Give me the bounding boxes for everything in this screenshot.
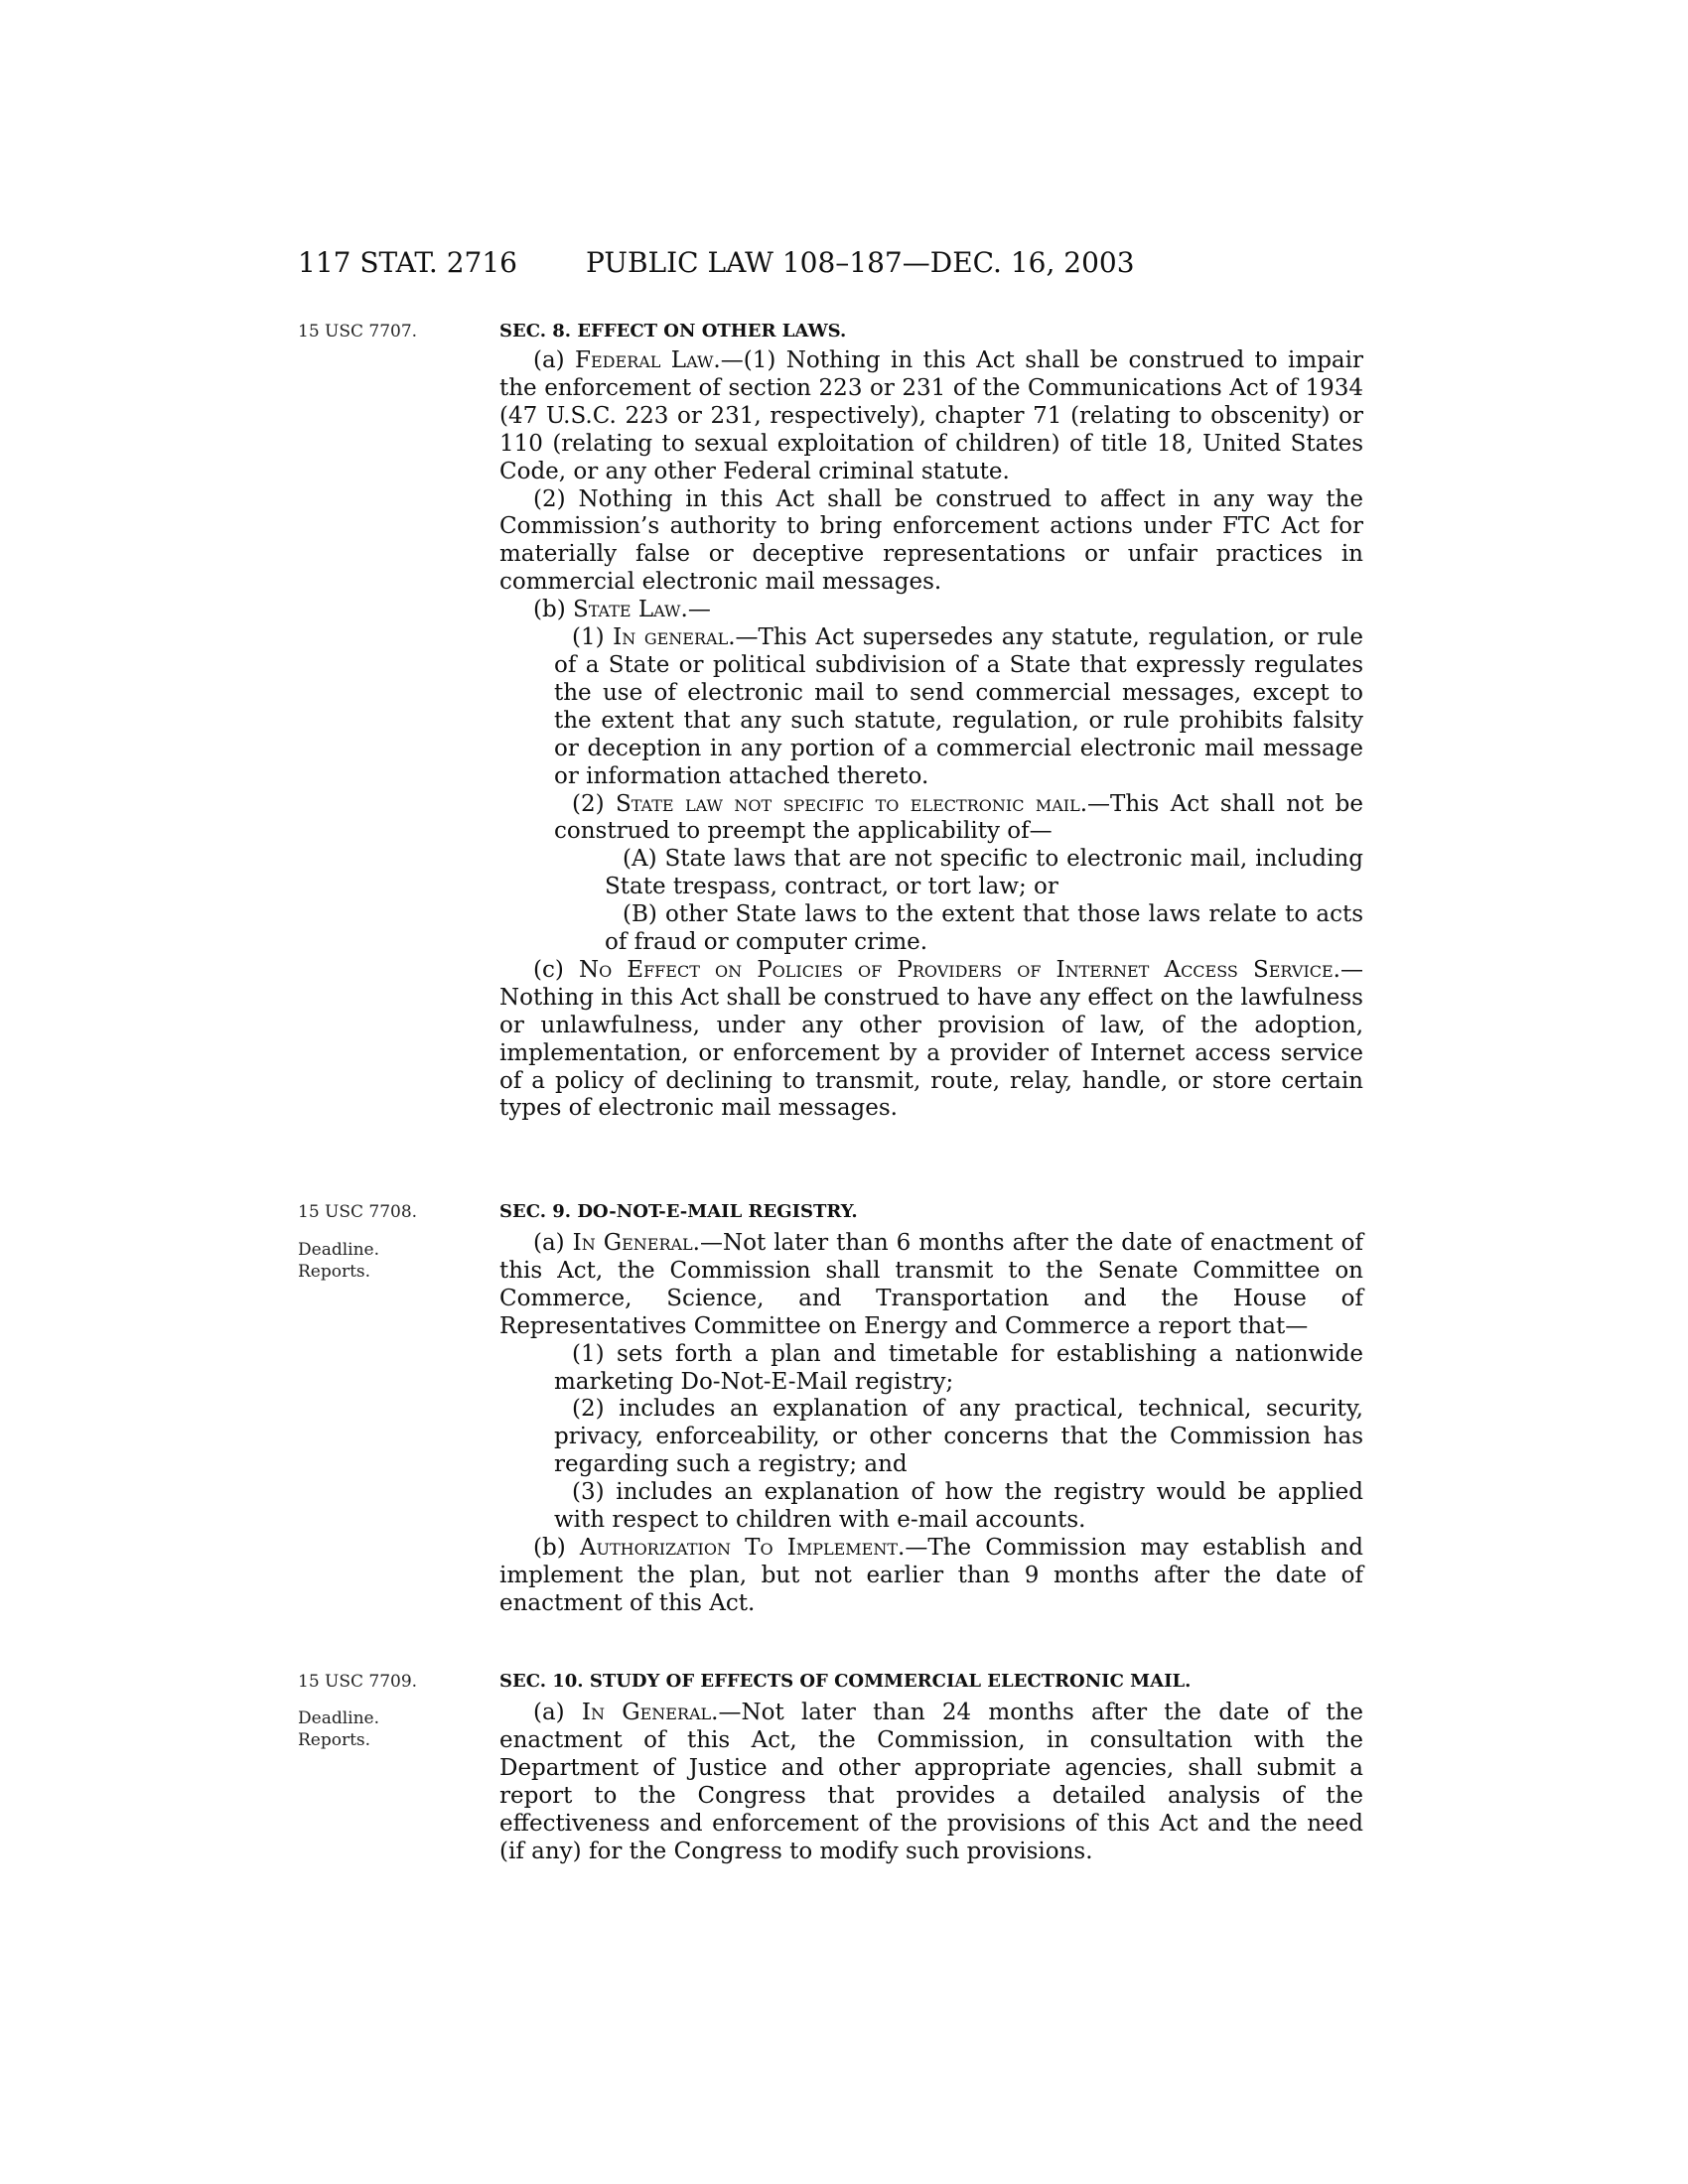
sec8-subsection-c: (c) No Effect on Policies of Providers of Internet Access Service.—Nothing in this Act shall be construed to have any effect on the lawfulness or unlawfulness, under any other provision of law, of the adoption, implementation, or enforcement by a provider of Internet access service of a policy of declining to transmit, route, relay, handle, or store certain types of electronic mail messages. bbox=[499, 956, 1363, 1122]
sec8-c-label: No Effect on Policies of Providers of Internet Access Service. bbox=[578, 956, 1340, 983]
section-10-heading: SEC. 10. STUDY OF EFFECTS OF COMMERCIAL ELECTRONIC MAIL. bbox=[499, 1671, 1192, 1692]
sec8-b2-subparagraph-A: (A) State laws that are not specific to electronic mail, including State trespass, contract, or tort law; or bbox=[605, 846, 1363, 900]
sec8-b-paragraph-1: (1) In general.—This Act supersedes any statute, regulation, or rule of a State or political subdivision of a State that expressly regulates the use of electronic mail to send commercial messages, except to the extent that any such statute, regulation, or rule prohibits falsity or deception in any portion of a commercial electronic mail message or information attached thereto. bbox=[554, 624, 1364, 789]
sec9-subsection-b: (b) Authorization To Implement.—The Commission may establish and implement the plan, but not earlier than 9 months after the date of enactment of this Act. bbox=[499, 1534, 1363, 1616]
sec8-b2-subparagraph-B: (B) other State laws to the extent that those laws relate to acts of fraud or computer crime. bbox=[605, 901, 1363, 956]
public-law-header: PUBLIC LAW 108–187—DEC. 16, 2003 bbox=[586, 246, 1135, 279]
sec9-a-paragraph-1: (1) sets forth a plan and timetable for establishing a nationwide marketing Do-Not-E-Mail registry; bbox=[554, 1340, 1363, 1395]
section-9-body bbox=[499, 1230, 1363, 1618]
margin-note-sec10-citation bbox=[298, 1671, 477, 1693]
sec10-a-label: In General. bbox=[581, 1700, 719, 1725]
usc-citation: 15 USC 7709. bbox=[298, 1672, 418, 1692]
section-8-heading: SEC. 8. EFFECT ON OTHER LAWS. bbox=[499, 321, 847, 341]
sec8-b2-label: State law not specific to electronic mail. bbox=[616, 790, 1088, 817]
sec9-a-paragraph-2: (2) includes an explanation of any practical, technical, security, privacy, enforceability, or other concerns that the Commission has regarding such a registry; and bbox=[554, 1396, 1363, 1478]
usc-citation: 15 USC 7707. bbox=[298, 322, 418, 341]
sec9-a-label: In General. bbox=[572, 1230, 700, 1256]
sec9-a-paragraph-3: (3) includes an explanation of how the registry would be applied with respect to children with e-mail accounts. bbox=[554, 1479, 1363, 1534]
sec8-a1-text: —(1) Nothing in this Act shall be construed to impair the enforcement of section 223 or 231 of the Communications Act of 1934 (47 U.S.C. 223 or 231, respectively), chapter 71 (relating to obscenity) or 110 (relating to sexual exploitation of children) of title 18, United States Code, or any other Federal criminal statute. bbox=[499, 347, 1363, 484]
sec8-b-paragraph-2: (2) State law not specific to electronic mail.—This Act shall not be construed to preempt the applicability of— bbox=[554, 790, 1364, 845]
sec10-subsection-a: (a) In General.—Not later than 24 months after the date of the enactment of this Act, the Commission, in consultation with the Department of Justice and other appropriate agencies, shall submit a report to the Congress that provides a detailed analysis of the effectiveness and enforcement of the provisions of this Act and the need (if any) for the Congress to modify such provisions. bbox=[499, 1700, 1363, 1864]
section-10-body bbox=[499, 1700, 1363, 1865]
section-8-body bbox=[499, 347, 1363, 1123]
sec9-subsection-a: (a) In General.—Not later than 6 months after the date of enactment of this Act, the Commission shall transmit to the Senate Committee on Commerce, Science, and Transportation and the House of Representatives Committee on Energy and Commerce a report that— bbox=[499, 1230, 1363, 1339]
sec8-b-label: State Law. bbox=[572, 597, 688, 623]
sec8-subsection-b: (b) State Law.— bbox=[533, 597, 711, 623]
sec8-subsection-a-1: (a) Federal Law.—(1) Nothing in this Act shall be construed to impair the enforcement of section 223 or 231 of the Communications Act of 1934 (47 U.S.C. 223 or 231, respectively), chapter 71 (relating to obscenity) or 110 (relating to sexual exploitation of children) of title 18, United States Code, or any other Federal criminal statute. bbox=[499, 347, 1363, 484]
sec8-subsection-a-2: (2) Nothing in this Act shall be construed to affect in any way the Commission’s authority to bring enforcement actions under FTC Act for materially false or deceptive representations or unfair practices in commercial electronic mail messages. bbox=[499, 485, 1363, 596]
sec8-a-label: Federal Law. bbox=[575, 347, 721, 373]
margin-note-sec9-citation bbox=[298, 1201, 477, 1223]
section-9-heading: SEC. 9. DO-NOT-E-MAIL REGISTRY. bbox=[499, 1201, 858, 1222]
margin-note-sec8 bbox=[298, 321, 477, 342]
stat-page-number: 117 STAT. 2716 bbox=[298, 246, 517, 279]
margin-note-sec10-keywords: Deadline. Reports. bbox=[298, 1708, 379, 1750]
margin-note-sec9-keywords: Deadline. Reports. bbox=[298, 1240, 379, 1282]
sec8-b1-label: In general. bbox=[613, 624, 736, 651]
usc-citation: 15 USC 7708. bbox=[298, 1202, 418, 1222]
sec9-b-label: Authorization To Implement. bbox=[579, 1534, 906, 1561]
